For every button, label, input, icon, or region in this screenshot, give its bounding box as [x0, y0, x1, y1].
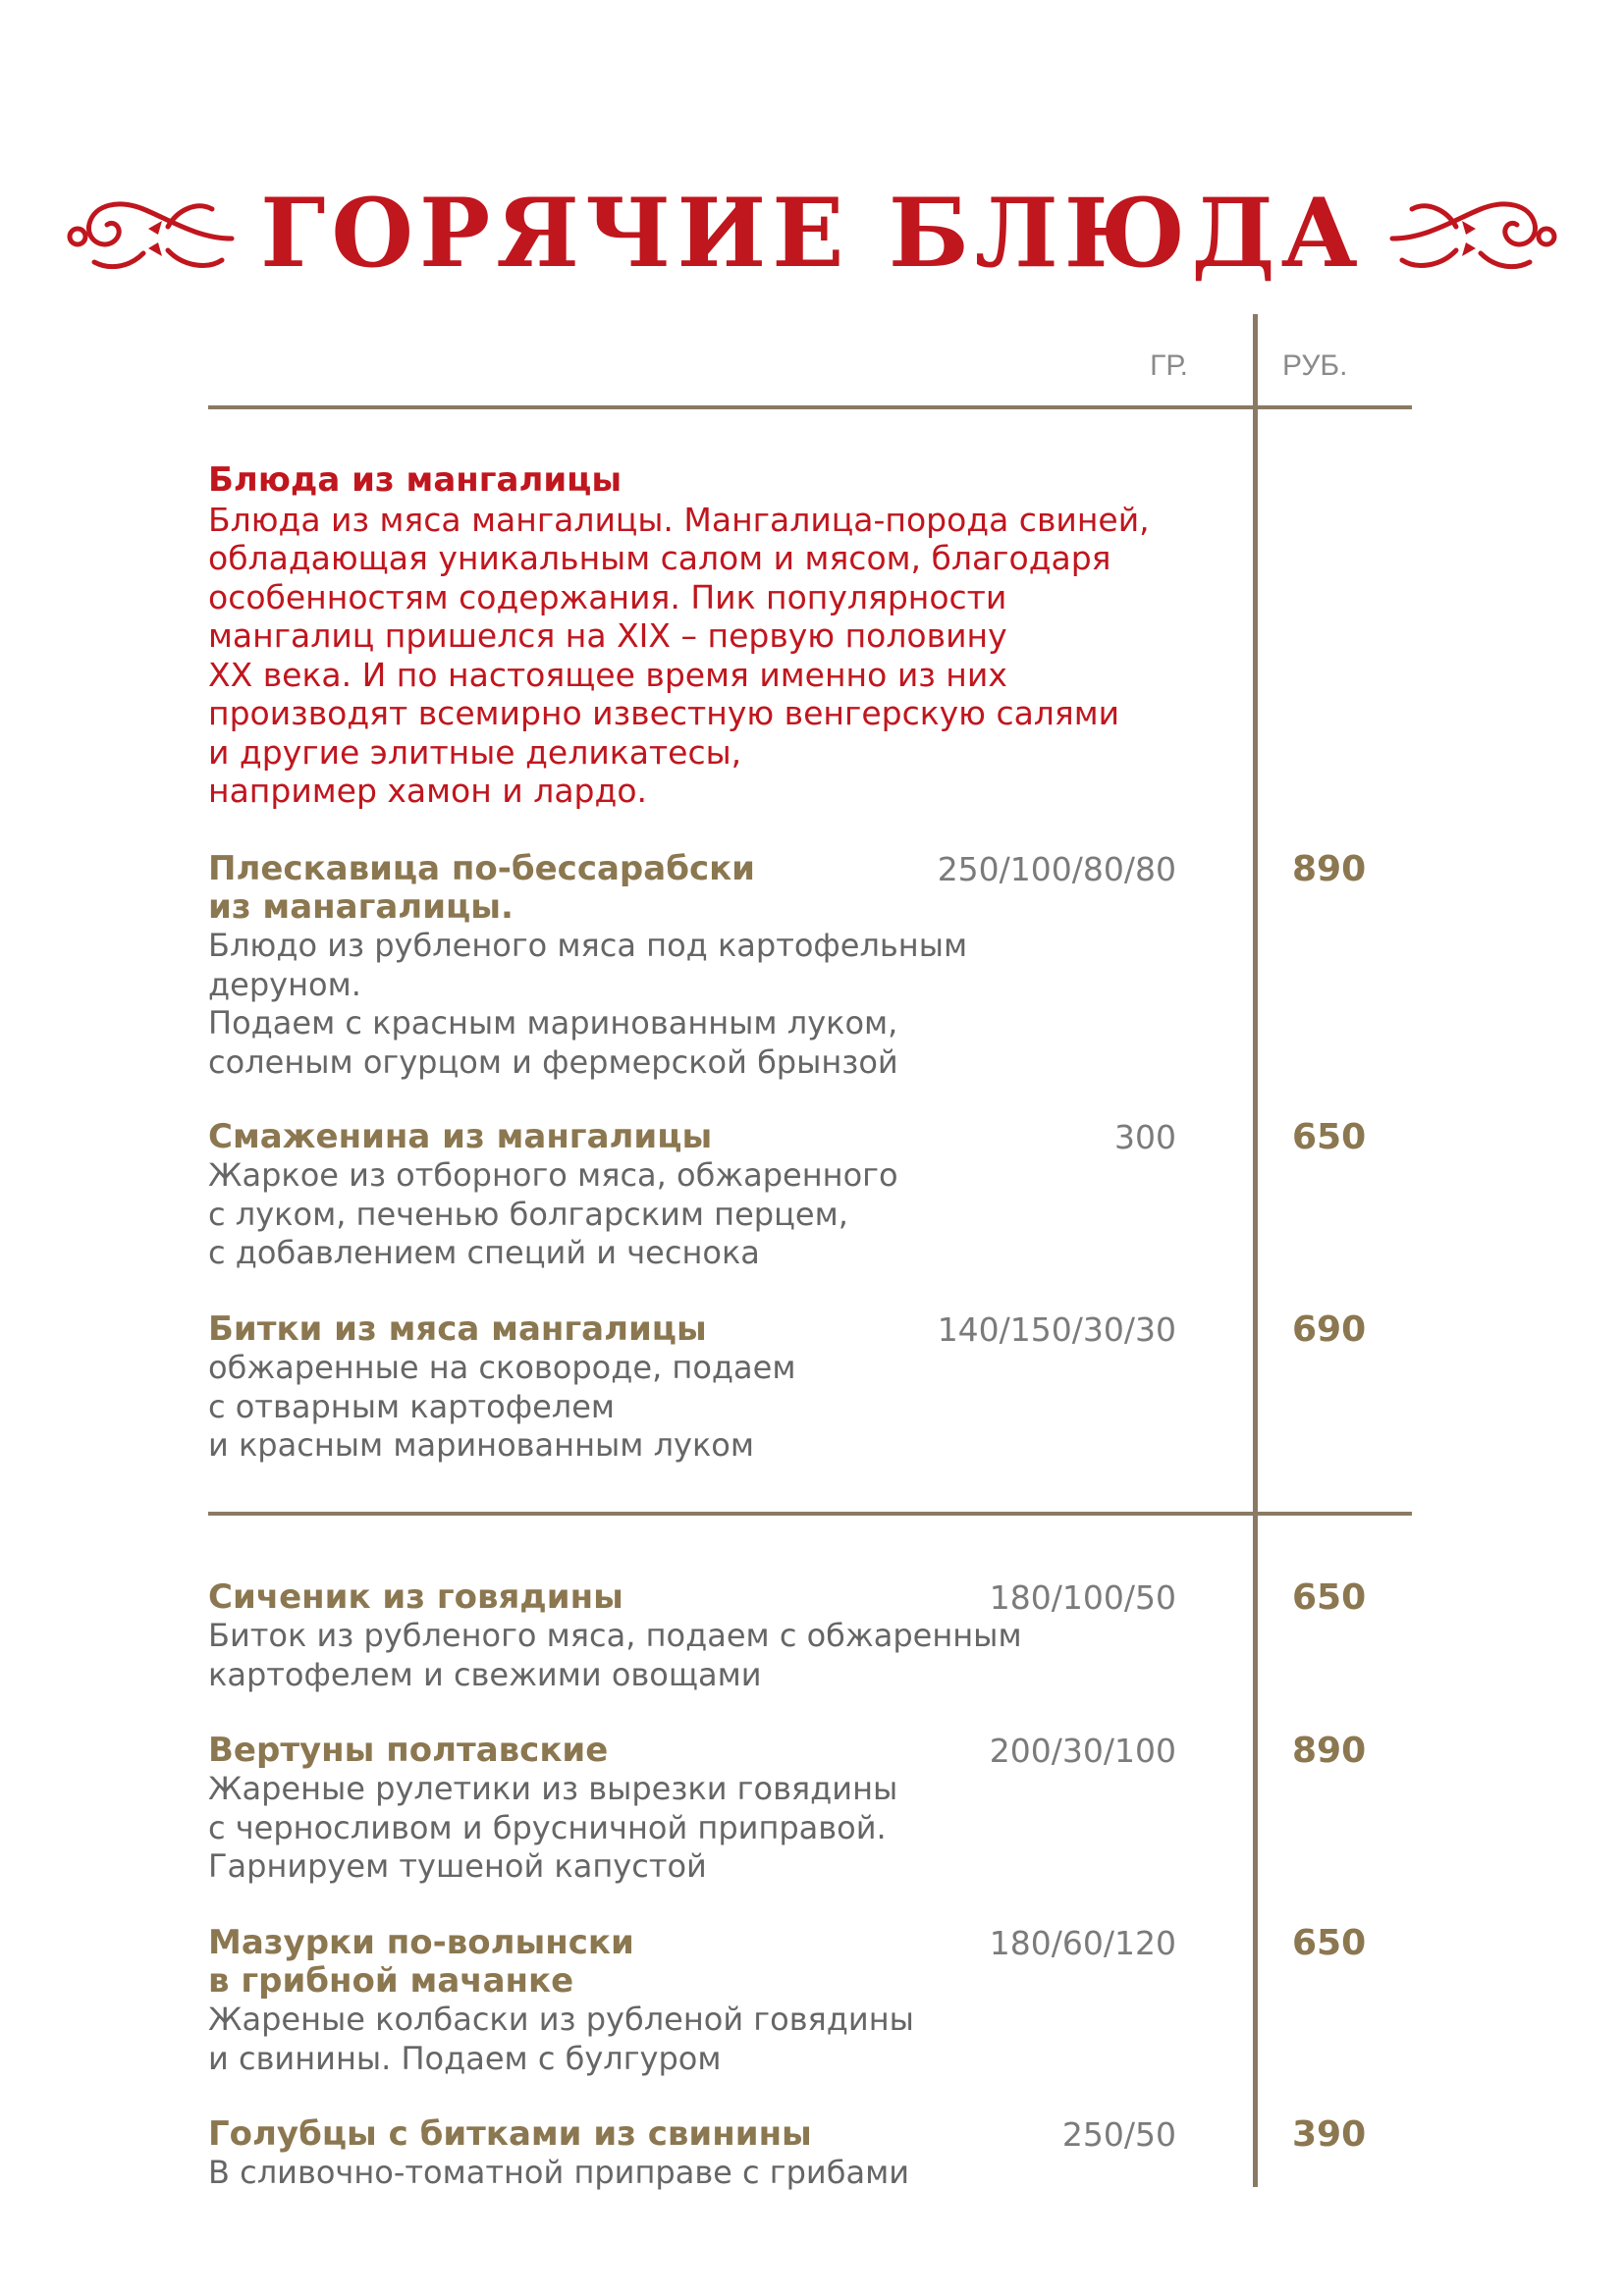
item-name: Мазурки по-волынски в грибной мачанке: [208, 1923, 634, 2001]
ornament-left-icon: [50, 180, 237, 288]
item-description: обжаренные на сковороде, подаем с отварным картофелем и красным маринованным луком: [208, 1349, 796, 1464]
item-name: Битки из мяса мангалицы: [208, 1309, 707, 1349]
section-intro: [208, 461, 1170, 811]
item-price: 890: [1292, 1731, 1367, 1771]
item-description: В сливочно-томатной приправе с грибами: [208, 2154, 909, 2191]
item-price: 650: [1292, 1577, 1367, 1618]
item-weight: 200/30/100: [989, 1732, 1176, 1770]
section-title: Блюда из мангалицы: [208, 460, 623, 500]
item-price: 650: [1292, 1923, 1367, 1963]
item-weight: 180/100/50: [989, 1578, 1176, 1617]
menu-item: [208, 2115, 1412, 2193]
menu-item: [208, 1578, 1412, 1694]
menu-item: [208, 1924, 1412, 2078]
item-weight: 300: [1114, 1118, 1176, 1156]
item-weight: 250/100/80/80: [937, 850, 1176, 888]
column-header-price: РУБ.: [1282, 349, 1348, 382]
header: [0, 165, 1624, 302]
item-name: Вертуны полтавские: [208, 1731, 609, 1770]
menu-item: [208, 1732, 1412, 1887]
item-name: Смаженина из мангалицы: [208, 1117, 713, 1156]
divider-middle: [208, 1512, 1412, 1516]
item-price: 890: [1292, 849, 1367, 889]
item-price: 650: [1292, 1117, 1367, 1157]
item-name: Голубцы с битками из свинины: [208, 2114, 812, 2154]
menu-item: [208, 1310, 1412, 1466]
item-price: 390: [1292, 2114, 1367, 2155]
item-name: Плескавица по-бессарабски из манагалицы.: [208, 849, 755, 927]
column-header-weight: ГР.: [1150, 349, 1188, 382]
item-price: 690: [1292, 1309, 1367, 1350]
item-description: Жаркое из отборного мяса, обжаренного с луком, печенью болгарским перцем, с добавлением специй и чеснока: [208, 1156, 898, 1271]
menu-item: [208, 1118, 1412, 1273]
menu-item: [208, 850, 1412, 1082]
divider-top: [208, 405, 1412, 409]
page-title: ГОРЯЧИЕ БЛЮДА: [260, 178, 1364, 289]
item-description: Биток из рубленого мяса, подаем с обжаренным картофелем и свежими овощами: [208, 1617, 1022, 1693]
item-name: Сиченик из говядины: [208, 1577, 623, 1617]
item-description: Жареные рулетики из вырезки говядины с черносливом и брусничной приправой. Гарнируем тушеной капустой: [208, 1770, 898, 1885]
ornament-right-icon: [1387, 180, 1574, 288]
item-weight: 180/60/120: [989, 1924, 1176, 1962]
section-description: Блюда из мяса мангалицы. Мангалица-порода свиней, обладающая уникальным салом и мясом, благодаря особенностям содержания. Пик популярности мангалиц пришелся на XIX – первую половину XX века. И по настоящее время именно из них производят всемирно известную венгерскую салями и другие элитные деликатесы, например хамон и лардо.: [208, 500, 1150, 810]
item-weight: 250/50: [1061, 2115, 1176, 2154]
item-weight: 140/150/30/30: [937, 1310, 1176, 1349]
item-description: Жареные колбаски из рубленой говядины и свинины. Подаем с булгуром: [208, 2001, 914, 2077]
item-description: Блюдо из рубленого мяса под картофельным деруном. Подаем с красным маринованным луком, соленым огурцом и фермерской брынзой: [208, 927, 968, 1081]
